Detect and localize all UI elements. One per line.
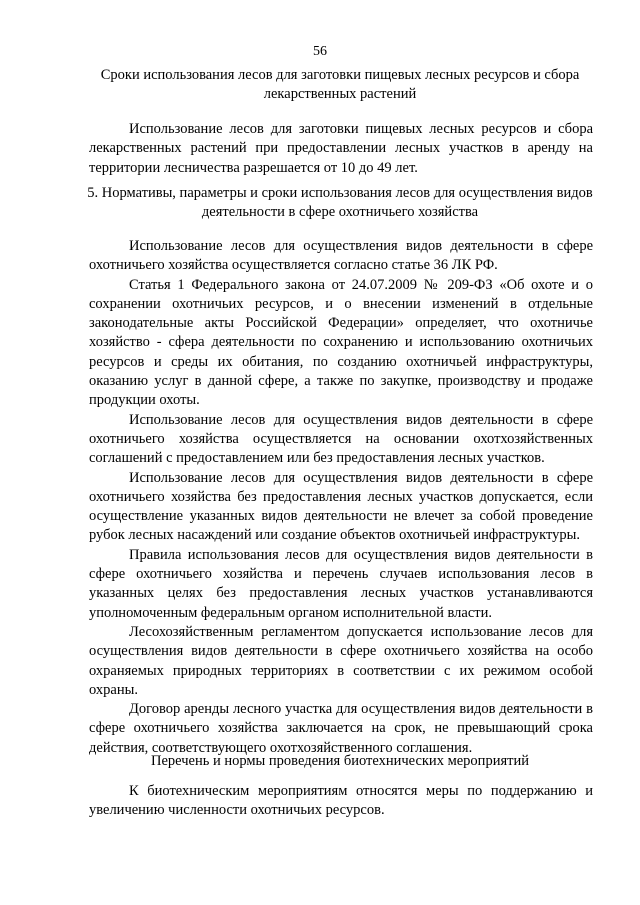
- paragraph: Использование лесов для осуществления видов деятельности в сфере охотничьего хозяйства осуществляется согласно статье 36 ЛК РФ.: [89, 238, 593, 274]
- paragraph: Лесохозяйственным регламентом допускается использование лесов для осуществления видов деятельности в сфере охотничьего хозяйства на особо охраняемых природных территориях в соответствии с их режимом особой охраны.: [89, 623, 593, 698]
- paragraph: Договор аренды лесного участка для осуществления видов деятельности в сфере охотничьего хозяйства заключается на срок, не превышающий срока действия, соответствующего охотхозяйственного соглашения.: [89, 701, 593, 756]
- page-number: 56: [313, 44, 327, 59]
- paragraph: К биотехническим мероприятиям относятся меры по поддержанию и увеличению численности охотничьих ресурсов.: [89, 783, 593, 819]
- paragraph: Использование лесов для заготовки пищевых лесных ресурсов и сбора лекарственных растений при предоставлении лесных участков в аренду на территории лесничества разрешается от 10 до 49 лет.: [89, 121, 593, 176]
- paragraph: Правила использования лесов для осуществления видов деятельности в сфере охотничьего хозяйства и перечень случаев использования лесов в указанных целях без предоставления лесных участков устанавливаются уполномоченным федеральным органом исполнительной власти.: [89, 546, 593, 621]
- paragraph: Использование лесов для осуществления видов деятельности в сфере охотничьего хозяйства осуществляется на основании охотхозяйственных соглашений с предоставлением или без предоставления лесных участков.: [89, 411, 593, 467]
- section-body-biotechnical: [89, 782, 593, 821]
- section-body-hunting: [89, 237, 593, 758]
- paragraph: Использование лесов для осуществления видов деятельности в сфере охотничьего хозяйства без предоставления лесных участков допускается, если осуществление указанных видов деятельности не влечет за собой проведение рубок лесных насаждений или создание объектов охотничьей инфраструктуры.: [89, 469, 593, 544]
- paragraph: Статья 1 Федерального закона от 24.07.2009 № 209-ФЗ «Об охоте и о сохранении охотничьих ресурсов, и о внесении изменений в отдельные законодательные акты Российской Федерации» определяет, что охотничье хозяйство - сфера деятельности по сохранению и использованию охотничьих ресурсов и среды их обитания, по созданию охотничьей инфраструктуры, оказанию услуг в данной сфере, а также по закупке, производству и продаже продукции охоты.: [89, 276, 593, 409]
- section-title-hunting-standards: 5. Нормативы, параметры и сроки использования лесов для осуществления видов деятельности в сфере охотничьего хозяйства: [87, 185, 593, 221]
- section-title-forest-use-food-resources: Сроки использования лесов для заготовки пищевых лесных ресурсов и сбора лекарственных растений: [100, 67, 580, 103]
- section-title-biotechnical-measures: Перечень и нормы проведения биотехнических мероприятий: [151, 753, 529, 769]
- section-body-food-resources: [89, 120, 593, 178]
